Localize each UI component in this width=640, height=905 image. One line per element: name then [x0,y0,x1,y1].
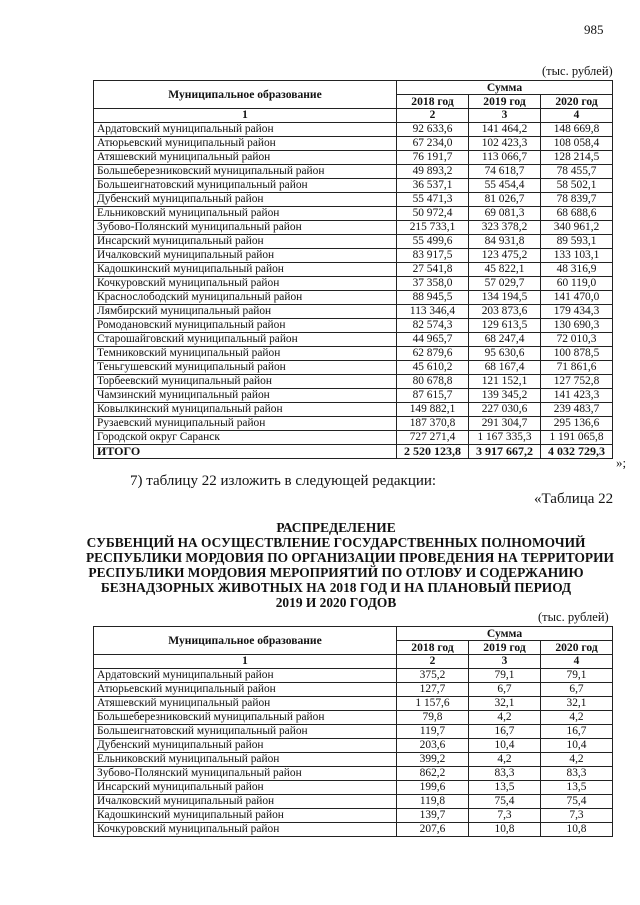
municipality-name: Торбеевский муниципальный район [94,375,397,389]
amount-cell: 32,1 [541,697,613,711]
amount-cell: 375,2 [397,669,469,683]
table-row [94,683,613,697]
amount-cell: 55 471,3 [397,193,469,207]
amount-cell: 340 961,2 [541,221,613,235]
column-index-cell: 1 [94,655,397,669]
total-amount: 4 032 729,3 [541,445,613,459]
table-row [94,809,613,823]
amount-cell: 1 157,6 [397,697,469,711]
table-row [94,319,613,333]
amount-cell: 36 537,1 [397,179,469,193]
amount-cell: 83,3 [469,767,541,781]
column-index-row [94,655,613,669]
amount-cell: 129 613,5 [469,319,541,333]
municipality-name: Инсарский муниципальный район [94,235,397,249]
municipality-name: Кочкуровский муниципальный район [94,823,397,837]
amount-cell: 128 214,5 [541,151,613,165]
header-year-2018: 2018 год [397,641,469,655]
amount-cell: 10,4 [541,739,613,753]
amount-cell: 4,2 [541,753,613,767]
amount-cell: 134 194,5 [469,291,541,305]
amount-cell: 10,8 [469,823,541,837]
municipality-name: Атюрьевский муниципальный район [94,683,397,697]
closing-quote: »; [616,455,627,470]
municipality-name: Ельниковский муниципальный район [94,207,397,221]
amount-cell: 6,7 [469,683,541,697]
column-index-cell: 2 [397,109,469,123]
heading-line: РАСПРЕДЕЛЕНИЕ [276,520,396,535]
amount-cell: 68 167,4 [469,361,541,375]
municipality-name: Ардатовский муниципальный район [94,669,397,683]
page-number: 985 [584,22,604,37]
column-index-cell: 3 [469,655,541,669]
amount-cell: 4,2 [541,711,613,725]
municipality-name: Ромодановский муниципальный район [94,319,397,333]
table-row [94,403,613,417]
heading-line: 2019 И 2020 ГОДОВ [275,595,397,610]
amount-cell: 123 475,2 [469,249,541,263]
column-index-cell: 2 [397,655,469,669]
allocation-table-1 [93,80,613,459]
amount-cell: 149 882,1 [397,403,469,417]
amount-cell: 130 690,3 [541,319,613,333]
amount-cell: 1 191 065,8 [541,431,613,445]
table-row [94,753,613,767]
amount-cell: 199,6 [397,781,469,795]
total-amount: 2 520 123,8 [397,445,469,459]
header-sum: Сумма [397,81,613,95]
total-row [94,445,613,459]
amount-cell: 16,7 [469,725,541,739]
amount-cell: 179 434,3 [541,305,613,319]
header-sum: Сумма [397,627,613,641]
table-row [94,277,613,291]
amount-cell: 139,7 [397,809,469,823]
table-row [94,305,613,319]
table-row [94,123,613,137]
amount-cell: 67 234,0 [397,137,469,151]
table-row [94,291,613,305]
amount-cell: 7,3 [469,809,541,823]
header-year-2020: 2020 год [541,641,613,655]
amount-cell: 27 541,8 [397,263,469,277]
amount-cell: 71 861,6 [541,361,613,375]
amount-cell: 127 752,8 [541,375,613,389]
municipality-name: Краснослободский муниципальный район [94,291,397,305]
amount-cell: 727 271,4 [397,431,469,445]
amount-cell: 291 304,7 [469,417,541,431]
amount-cell: 82 574,3 [397,319,469,333]
amount-cell: 862,2 [397,767,469,781]
table-row [94,781,613,795]
table-row [94,669,613,683]
table-row [94,235,613,249]
table-row [94,823,613,837]
heading-line: СУБВЕНЦИЙ НА ОСУЩЕСТВЛЕНИЕ ГОСУДАРСТВЕННЫХ ПОЛНОМОЧИЙ [86,535,586,550]
header-year-2018: 2018 год [397,95,469,109]
amount-cell: 10,8 [541,823,613,837]
total-label: ИТОГО [94,445,397,459]
municipality-name: Ельниковский муниципальный район [94,753,397,767]
table-row [94,725,613,739]
table-row [94,179,613,193]
amount-cell: 89 593,1 [541,235,613,249]
amount-cell: 87 615,7 [397,389,469,403]
amount-cell: 119,7 [397,725,469,739]
amount-cell: 68 688,6 [541,207,613,221]
amount-cell: 399,2 [397,753,469,767]
municipality-name: Теньгушевский муниципальный район [94,361,397,375]
amount-cell: 295 136,6 [541,417,613,431]
table-row [94,417,613,431]
table-row [94,375,613,389]
amount-cell: 55 499,6 [397,235,469,249]
municipality-name: Ичалковский муниципальный район [94,249,397,263]
amount-cell: 323 378,2 [469,221,541,235]
amount-cell: 4,2 [469,711,541,725]
municipality-name: Кочкуровский муниципальный район [94,277,397,291]
amount-cell: 139 345,2 [469,389,541,403]
amount-cell: 207,6 [397,823,469,837]
amount-cell: 83,3 [541,767,613,781]
amount-cell: 92 633,6 [397,123,469,137]
amount-cell: 4,2 [469,753,541,767]
table-row [94,697,613,711]
column-index-cell: 3 [469,109,541,123]
amount-cell: 32,1 [469,697,541,711]
units-label-2: (тыс. рублей) [538,610,609,624]
amount-cell: 62 879,6 [397,347,469,361]
table-row [94,165,613,179]
amount-cell: 16,7 [541,725,613,739]
column-index-cell: 4 [541,655,613,669]
instruction-text: 7) таблицу 22 изложить в следующей редакции: [130,473,437,489]
amount-cell: 141 423,3 [541,389,613,403]
column-index-cell: 1 [94,109,397,123]
municipality-name: Зубово-Полянский муниципальный район [94,767,397,781]
units-label: (тыс. рублей) [542,64,613,78]
amount-cell: 113 066,7 [469,151,541,165]
municipality-name: Большеберезниковский муниципальный район [94,165,397,179]
table-row [94,739,613,753]
table-row [94,431,613,445]
amount-cell: 227 030,6 [469,403,541,417]
municipality-name: Атяшевский муниципальный район [94,151,397,165]
table-row [94,795,613,809]
amount-cell: 75,4 [469,795,541,809]
amount-cell: 50 972,4 [397,207,469,221]
amount-cell: 69 081,3 [469,207,541,221]
municipality-name: Кадошкинский муниципальный район [94,263,397,277]
header-municipality: Муниципальное образование [94,627,397,655]
table-row [94,151,613,165]
amount-cell: 84 931,8 [469,235,541,249]
heading-line: РЕСПУБЛИКИ МОРДОВИЯ ПО ОРГАНИЗАЦИИ ПРОВЕДЕНИЯ НА ТЕРРИТОРИИ [86,550,614,565]
municipality-name: Большеигнатовский муниципальный район [94,179,397,193]
amount-cell: 60 119,0 [541,277,613,291]
amount-cell: 81 026,7 [469,193,541,207]
table-row [94,361,613,375]
amount-cell: 80 678,8 [397,375,469,389]
municipality-name: Старошайговский муниципальный район [94,333,397,347]
amount-cell: 7,3 [541,809,613,823]
municipality-name: Дубенский муниципальный район [94,193,397,207]
amount-cell: 57 029,7 [469,277,541,291]
table-row [94,207,613,221]
table-row [94,249,613,263]
table-heading [86,520,614,610]
municipality-name: Атюрьевский муниципальный район [94,137,397,151]
amount-cell: 48 316,9 [541,263,613,277]
municipality-name: Лямбирский муниципальный район [94,305,397,319]
column-index-row [94,109,613,123]
amount-cell: 102 423,3 [469,137,541,151]
municipality-name: Ардатовский муниципальный район [94,123,397,137]
municipality-name: Кадошкинский муниципальный район [94,809,397,823]
amount-cell: 58 502,1 [541,179,613,193]
header-year-2020: 2020 год [541,95,613,109]
municipality-name: Инсарский муниципальный район [94,781,397,795]
amount-cell: 10,4 [469,739,541,753]
amount-cell: 79,1 [469,669,541,683]
amount-cell: 141 470,0 [541,291,613,305]
amount-cell: 37 358,0 [397,277,469,291]
amount-cell: 75,4 [541,795,613,809]
heading-line: РЕСПУБЛИКИ МОРДОВИЯ МЕРОПРИЯТИЙ ПО ОТЛОВУ И СОДЕРЖАНИЮ [88,565,584,580]
amount-cell: 95 630,6 [469,347,541,361]
amount-cell: 76 191,7 [397,151,469,165]
amount-cell: 88 945,5 [397,291,469,305]
table-row [94,193,613,207]
municipality-name: Городской округ Саранск [94,431,397,445]
amount-cell: 44 965,7 [397,333,469,347]
amount-cell: 203,6 [397,739,469,753]
amount-cell: 49 893,2 [397,165,469,179]
municipality-name: Большеигнатовский муниципальный район [94,725,397,739]
amount-cell: 187 370,8 [397,417,469,431]
amount-cell: 55 454,4 [469,179,541,193]
municipality-name: Ковылкинский муниципальный район [94,403,397,417]
amount-cell: 215 733,1 [397,221,469,235]
header-year-2019: 2019 год [469,641,541,655]
table-row [94,711,613,725]
municipality-name: Атяшевский муниципальный район [94,697,397,711]
municipality-name: Дубенский муниципальный район [94,739,397,753]
municipality-name: Большеберезниковский муниципальный район [94,711,397,725]
amount-cell: 148 669,8 [541,123,613,137]
amount-cell: 78 455,7 [541,165,613,179]
municipality-name: Рузаевский муниципальный район [94,417,397,431]
amount-cell: 119,8 [397,795,469,809]
amount-cell: 203 873,6 [469,305,541,319]
amount-cell: 74 618,7 [469,165,541,179]
amount-cell: 108 058,4 [541,137,613,151]
header-year-2019: 2019 год [469,95,541,109]
amount-cell: 79,8 [397,711,469,725]
amount-cell: 239 483,7 [541,403,613,417]
amount-cell: 141 464,2 [469,123,541,137]
amount-cell: 1 167 335,3 [469,431,541,445]
table-row [94,767,613,781]
total-amount: 3 917 667,2 [469,445,541,459]
table-row [94,333,613,347]
allocation-table-2 [93,626,613,837]
table-row [94,221,613,235]
amount-cell: 78 839,7 [541,193,613,207]
heading-line: БЕЗНАДЗОРНЫХ ЖИВОТНЫХ НА 2018 ГОД И НА ПЛАНОВЫЙ ПЕРИОД [100,580,572,595]
municipality-name: Темниковский муниципальный район [94,347,397,361]
amount-cell: 6,7 [541,683,613,697]
amount-cell: 133 103,1 [541,249,613,263]
municipality-name: Чамзинский муниципальный район [94,389,397,403]
header-municipality: Муниципальное образование [94,81,397,109]
amount-cell: 13,5 [469,781,541,795]
municipality-name: Ичалковский муниципальный район [94,795,397,809]
amount-cell: 45 822,1 [469,263,541,277]
amount-cell: 45 610,2 [397,361,469,375]
table-row [94,389,613,403]
column-index-cell: 4 [541,109,613,123]
table-row [94,263,613,277]
amount-cell: 72 010,3 [541,333,613,347]
amount-cell: 121 152,1 [469,375,541,389]
amount-cell: 79,1 [541,669,613,683]
table-label: «Таблица 22 [534,491,614,507]
table-row [94,347,613,361]
amount-cell: 100 878,5 [541,347,613,361]
amount-cell: 83 917,5 [397,249,469,263]
amount-cell: 13,5 [541,781,613,795]
amount-cell: 113 346,4 [397,305,469,319]
amount-cell: 127,7 [397,683,469,697]
amount-cell: 68 247,4 [469,333,541,347]
table-row [94,137,613,151]
municipality-name: Зубово-Полянский муниципальный район [94,221,397,235]
